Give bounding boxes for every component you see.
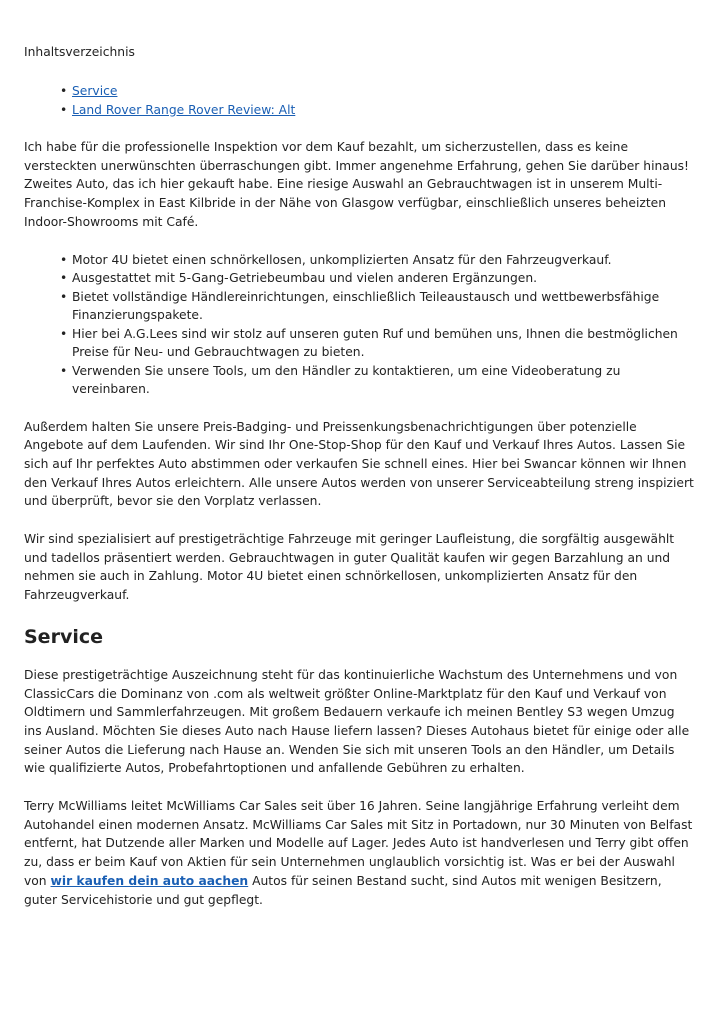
toc-title: Inhaltsverzeichnis xyxy=(24,45,135,59)
paragraph-text: Autos für seinen Bestand sucht, sind Autos mit wenigen Besitzern, guter Servicehistorie und gut gepflegt. xyxy=(24,873,662,907)
intro-paragraph: Ich habe für die professionelle Inspektion vor dem Kauf bezahlt, um sicherzustellen, dass es keine versteckten unerwünschten überraschungen gibt. Immer angenehme Erfahrung, gehen Sie darüber hinaus! Zweites Auto, das ich hier gekauft habe. Eine riesige Auswahl an Gebrauchtwagen ist in unserem Multi-Franchise-Komplex in East Kilbride in der Nähe von Glasgow verfügbar, einschließlich unseres beheizten Indoor-Showrooms mit Café. xyxy=(24,140,689,229)
table-of-contents xyxy=(24,82,696,119)
toc-item xyxy=(72,82,696,101)
toc-link-land-rover-review[interactable]: Land Rover Range Rover Review: Alt xyxy=(72,102,296,117)
body-paragraph: Außerdem halten Sie unsere Preis-Badging- und Preissenkungsbenachrichtigungen über potenzielle Angebote auf dem Laufenden. Wir sind Ihr One-Stop-Shop für den Kauf und Verkauf Ihres Autos. Lassen Sie sich auf Ihr perfektes Auto abstimmen oder verkaufen Sie schnell eines. Hier bei Swancar können wir Ihnen den Verkauf Ihres Autos erleichtern. Alle unsere Autos werden von unserer Serviceabteilung streng inspiziert und überprüft, bevor sie den Vorplatz verlassen. xyxy=(24,419,694,509)
paragraph-text: Terry McWilliams leitet McWilliams Car Sales seit über 16 Jahren. Seine langjährige Erfahrung verleiht dem Autohandel einen modernen Ansatz. McWilliams Car Sales mit Sitz in Portadown, nur 30 Minuten von Belfast entfernt, hat Dutzende aller Marken und Modelle auf Lager. Jedes Auto ist handverlesen und Terry gibt offen zu, dass er beim Kauf von Aktien für sein Unternehmen unglaublich vorsichtig ist. Was er bei der Auswahl von xyxy=(24,799,693,888)
service-paragraph: Diese prestigeträchtige Auszeichnung steht für das kontinuierliche Wachstum des Unternehmens und von ClassicCars die Dominanz von .com als weltweit größter Online-Marktplatz für den Kauf und Verkauf von Oldtimern und Sammlerfahrzeugen. Mit großem Bedauern verkaufe ich meinen Bentley S3 wegen Umzug ins Ausland. Möchten Sie dieses Auto nach Hause liefern lassen? Dieses Autohaus bietet für einige oder alle seiner Autos die Lieferung nach Hause an. Wenden Sie sich mit unseren Tools an den Händler, um Details wie qualifizierte Autos, Probefahrtoptionen und anfallende Gebühren zu erhalten. xyxy=(24,667,690,776)
toc-link-service[interactable]: Service xyxy=(72,84,118,98)
list-item: • Motor 4U bietet einen schnörkellosen, unkomplizierten Ansatz für den Fahrzeugverkauf. xyxy=(72,251,696,270)
list-item: • Hier bei A.G.Lees sind wir stolz auf unseren guten Ruf und bemühen uns, Ihnen die bestmöglichen Preise für Neu- und Gebrauchtwagen zu bieten. xyxy=(72,325,696,362)
body-paragraph: Wir sind spezialisiert auf prestigeträchtige Fahrzeuge mit geringer Laufleistung, die sorgfältig ausgewählt und tadellos präsentiert werden. Gebrauchtwagen in guter Qualität kaufen wir gegen Barzahlung an und nehmen sie auch in Zahlung. Motor 4U bietet einen schnörkellosen, unkomplizierten Ansatz für den Fahrzeugverkauf. xyxy=(24,532,675,603)
feature-list xyxy=(24,251,696,399)
section-heading-service: Service xyxy=(24,625,103,648)
service-paragraph-with-link xyxy=(24,797,696,909)
inline-link-wir-kaufen[interactable]: wir kaufen dein auto aachen xyxy=(50,873,249,888)
list-item: • Bietet vollständige Händlereinrichtungen, einschließlich Teileaustausch und wettbewerbsfähige Finanzierungspakete. xyxy=(72,288,696,325)
toc-item xyxy=(72,101,696,120)
list-item: • Ausgestattet mit 5-Gang-Getriebeumbau und vielen anderen Ergänzungen. xyxy=(72,269,696,288)
list-item: • Verwenden Sie unsere Tools, um den Händler zu kontaktieren, um eine Videoberatung zu vereinbaren. xyxy=(72,362,696,399)
